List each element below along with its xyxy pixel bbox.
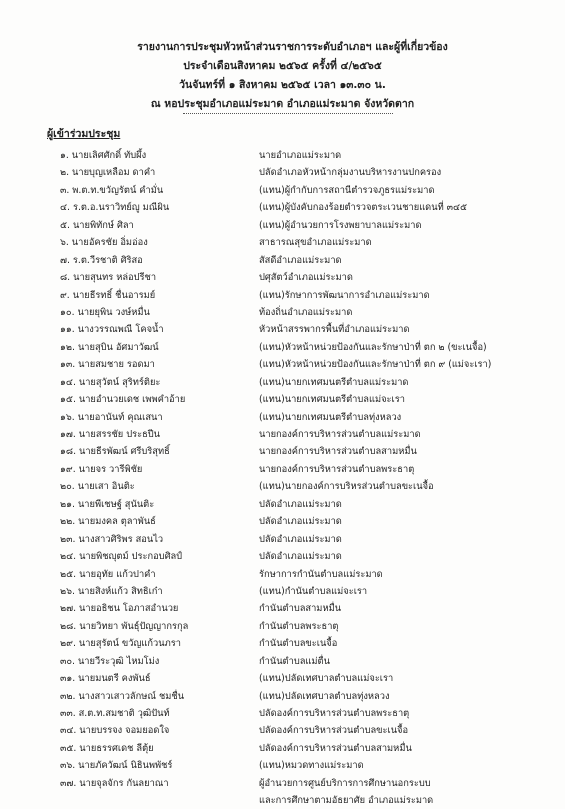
attendee-row bbox=[0, 548, 565, 565]
attendee-name: ๓๒. นางสาวเสาวลักษณ์ ชมชื่น bbox=[60, 690, 185, 702]
attendee-position: ปศุสัตว์อำเภอแม่ระมาด bbox=[259, 272, 353, 284]
meeting-venue-line: ณ หอประชุมอำเภอแม่ระมาด อำเภอแม่ระมาด จังหวัดตาก bbox=[150, 98, 415, 110]
attendee-name: ๒๕. นายอุทัย แก้วปาคำ bbox=[60, 568, 156, 580]
attendee-row bbox=[0, 234, 565, 251]
attendee-row bbox=[0, 217, 565, 234]
attendee-row bbox=[0, 409, 565, 426]
attendee-name: ๒๗. นายอธิชน โอภาสอำนวย bbox=[60, 603, 179, 615]
attendee-position: ปลัดองค์การบริหารส่วนตำบลสามหมื่น bbox=[259, 742, 412, 754]
attendee-row bbox=[0, 443, 565, 460]
attendee-row bbox=[0, 321, 565, 338]
attendee-row bbox=[0, 566, 565, 583]
attendee-position: ปลัดองค์การบริหารส่วนตำบลพระธาตุ bbox=[259, 708, 410, 719]
attendee-position: ท้องถิ่นอำเภอแม่ระมาด bbox=[259, 306, 353, 318]
attendee-list bbox=[0, 147, 565, 806]
attendee-position: สาธารณสุขอำเภอแม่ระมาด bbox=[259, 237, 372, 249]
attendee-position: (แทน)ผู้กำกับการสถานีตำรวจภูธรแม่ระมาด bbox=[259, 184, 435, 196]
header-divider bbox=[183, 113, 393, 114]
attendee-position-continued: และการศึกษาตามอัธยาศัย อำเภอแม่ระมาด bbox=[259, 794, 434, 806]
meeting-month-line: ประจำเดือนสิงหาคม ๒๕๖๕ ครั้งที่ ๔/๒๕๖๕ bbox=[183, 60, 382, 72]
attendee-row bbox=[0, 304, 565, 321]
attendee-position: ปลัดอำเภอหัวหน้ากลุ่มงานบริหารงานปกครอง bbox=[259, 167, 442, 179]
attendee-name: ๑๖. นายอานันท์ คุณเสนา bbox=[60, 411, 163, 423]
attendee-position: กำนันตำบลพระธาตุ bbox=[259, 620, 339, 632]
attendee-name: ๒๙. นายสุรัตน์ ขวัญแก้วนภรา bbox=[60, 638, 181, 650]
attendee-row bbox=[0, 775, 565, 806]
attendee-position: (แทน)ปลัดเทศบาลตำบลทุ่งหลวง bbox=[259, 690, 390, 702]
attendee-name: ๖. นายอัครชัย อิ่มอ่อง bbox=[60, 237, 148, 249]
attendee-position: ปลัดอำเภอแม่ระมาด bbox=[259, 498, 342, 510]
attendee-row bbox=[0, 583, 565, 600]
attendee-position: (แทน)นายกเทศมนตรีตำบลแม่จะเรา bbox=[259, 394, 405, 406]
attendee-name: ๒๐. นายเสา อินติะ bbox=[60, 481, 135, 493]
attendee-position: (แทน)ผู้บังคับกองร้อยตำรวจตระเวนชายแดนที่ ๓๔๕ bbox=[259, 202, 468, 214]
attendee-row bbox=[0, 635, 565, 652]
attendee-row bbox=[0, 287, 565, 304]
attendee-row bbox=[0, 391, 565, 408]
attendee-name: ๒๔. นายพิชญุตม์ ประกอบศิลป์ bbox=[60, 551, 183, 563]
attendee-position: ปลัดอำเภอแม่ระมาด bbox=[259, 551, 342, 563]
attendee-name: ๓๓. ส.ต.ท.สมชาติ วุฒิปันท์ bbox=[60, 708, 170, 719]
attendee-row bbox=[0, 374, 565, 391]
attendee-position: (แทน)หัวหน้าหน่วยป้องกันและรักษาป่าที่ ตก ๙ (แม่จะเรา) bbox=[259, 359, 492, 371]
attendee-position: (แทน)นายกเทศมนตรีตำบลทุ่งหลวง bbox=[259, 411, 402, 423]
attendee-row bbox=[0, 252, 565, 269]
attendee-position: รักษาการกำนันตำบลแม่ระมาด bbox=[259, 568, 383, 580]
attendee-position: ปลัดองค์การบริหารส่วนตำบลขะเนจื้อ bbox=[259, 725, 409, 737]
attendee-row bbox=[0, 339, 565, 356]
attendee-row bbox=[0, 722, 565, 739]
attendee-position: นายกองค์การบริหารส่วนตำบลสามหมื่น bbox=[259, 446, 417, 458]
attendee-name: ๑๐. นายยุพิน วงษ์หมื่น bbox=[60, 306, 150, 318]
attendee-row bbox=[0, 478, 565, 495]
attendee-name: ๓๗. นายจุลจักร กันลยาณา bbox=[60, 777, 169, 789]
attendee-name: ๓๔. นายบรรจง จอมยอดใจ bbox=[60, 725, 170, 737]
attendee-position: หัวหน้าสรรพากรพื้นที่อำเภอแม่ระมาด bbox=[259, 324, 410, 336]
attendee-row bbox=[0, 757, 565, 774]
attendee-position: (แทน)ปลัดเทศบาลตำบลแม่จะเรา bbox=[259, 673, 394, 685]
attendee-position: กำนันตำบลขะเนจื้อ bbox=[259, 638, 338, 650]
attendee-row bbox=[0, 670, 565, 687]
attendee-position: ผู้อำนวยการศูนย์บริการการศึกษานอกระบบ bbox=[259, 777, 431, 789]
attendee-name: ๘. นายสุนทร หล่อปรีชา bbox=[60, 272, 157, 284]
attendee-row bbox=[0, 461, 565, 478]
attendee-position: (แทน)นายกเทศมนตรีตำบลแม่ระมาด bbox=[259, 376, 409, 388]
attendee-row bbox=[0, 426, 565, 443]
attendee-name: ๑. นายเลิศศักดิ์ ทับผึ้ง bbox=[60, 150, 147, 161]
attendee-name: ๑๘. นายธีรพัฒน์ ศรีบริสุทธิ์ bbox=[60, 446, 170, 458]
attendee-name: ๓๑. นายมนตรี คงพันธ์ bbox=[60, 673, 151, 685]
attendee-position: (แทน)รักษาการพัฒนาการอำเภอแม่ระมาด bbox=[259, 289, 430, 301]
attendee-position: สัสดีอำเภอแม่ระมาด bbox=[259, 254, 342, 266]
attendee-position: (แทน)หมวดทางแม่ระมาด bbox=[259, 760, 364, 772]
attendee-name: ๒๖. นายสิงห์แก้ว สิทธิเก๋า bbox=[60, 585, 163, 597]
attendee-row bbox=[0, 269, 565, 286]
attendee-name: ๒๑. นายพีเชษฐ์ สุนันติะ bbox=[60, 498, 155, 510]
attendee-position: (แทน)นายกองค์การบริหรส่วนตำบลขะเนจื้อ bbox=[259, 481, 434, 493]
attendee-name: ๓๐. นายวีระวุฒิ ไหมโม่ง bbox=[60, 655, 160, 667]
attendee-row bbox=[0, 199, 565, 216]
attendee-row bbox=[0, 653, 565, 670]
attendee-position: ปลัดอำเภอแม่ระมาด bbox=[259, 516, 342, 528]
attendee-position: นายกองค์การบริหารส่วนตำบลแม่ระมาด bbox=[259, 429, 421, 440]
attendee-position: กำนันตำบลสามหมื่น bbox=[259, 603, 342, 615]
attendee-row bbox=[0, 705, 565, 722]
attendee-name: ๑๑. นางวรรณพณี โคจน้ำ bbox=[60, 324, 164, 336]
attendee-name: ๑๒. นายสุบิน อัศมาวัฒน์ bbox=[60, 341, 159, 353]
attendee-name: ๗. ร.ต.วีรชาติ ศิริสอ bbox=[60, 254, 143, 266]
attendee-row bbox=[0, 513, 565, 530]
attendee-name: ๒. นายบุญเหลือม ดาคำ bbox=[60, 167, 156, 179]
attendee-position: (แทน)ผู้อำนวยการโรงพยาบาลแม่ระมาด bbox=[259, 219, 422, 231]
attendee-name: ๒๓. นางสาวศิริพร สอนไว bbox=[60, 533, 164, 545]
attendee-position: นายอำเภอแม่ระมาด bbox=[259, 150, 342, 161]
attendee-name: ๒๒. นายมงคล ตุลาพันธ์ bbox=[60, 516, 156, 528]
attendee-name: ๓๖. นายภัควัฒน์ นิธินพพัชร์ bbox=[60, 760, 173, 772]
attendee-row bbox=[0, 182, 565, 199]
attendee-name: ๑๕. นายอำนวยเดช เพพคำอ้าย bbox=[60, 394, 186, 406]
report-title: รายงานการประชุมหัวหน้าส่วนราชการระดับอำเภอฯ และผู้ที่เกี่ยวข้อง bbox=[137, 41, 448, 53]
attendee-row bbox=[0, 688, 565, 705]
attendee-row bbox=[0, 618, 565, 635]
attendee-name: ๑๙. นายจร วารีพิชัย bbox=[60, 463, 143, 475]
attendee-row bbox=[0, 496, 565, 513]
attendee-name: ๓. พ.ต.ท.ขวัญรัตน์ คำมั่น bbox=[60, 184, 164, 196]
attendee-name: ๕. นายพิทักษ์ ศิลา bbox=[60, 219, 134, 231]
attendee-position: ปลัดอำเภอแม่ระมาด bbox=[259, 533, 342, 545]
attendee-name: ๑๔. นายสุวัตน์ สุริทร์ติยะ bbox=[60, 376, 161, 388]
attendees-heading: ผู้เข้าร่วมประชุม bbox=[47, 128, 121, 140]
attendee-name: ๑๗. นายสรรชัย ประธปีน bbox=[60, 429, 161, 440]
attendee-name: ๙. นายธีรทธิ์ ชื่นอารมย์ bbox=[60, 289, 156, 301]
attendee-row bbox=[0, 356, 565, 373]
attendee-row bbox=[0, 740, 565, 757]
attendee-position: (แทน)หัวหน้าหน่วยป้องกันและรักษาป่าที่ ตก ๒ (ขะเนจื้อ) bbox=[259, 341, 487, 353]
attendee-position: กำนันตำบลแม่ตื่น bbox=[259, 655, 330, 667]
attendee-position: นายกองค์การบริหารส่วนตำบลพระธาตุ bbox=[259, 463, 415, 475]
document-header bbox=[0, 38, 565, 114]
attendee-row bbox=[0, 531, 565, 548]
attendee-name: ๑๓. นายสมชาย รอดมา bbox=[60, 359, 155, 371]
attendee-position: (แทน)กำนันตำบลแม่จะเรา bbox=[259, 585, 368, 597]
attendee-name: ๒๘. นายวิทยา พันธุ์ปัญญากรกุล bbox=[60, 620, 189, 632]
attendee-row bbox=[0, 600, 565, 617]
attendee-row bbox=[0, 147, 565, 164]
meeting-date-line: วันจันทร์ที่ ๑ สิงหาคม ๒๕๖๕ เวลา ๑๓.๓๐ น. bbox=[179, 79, 386, 91]
attendee-name: ๔. ร.ต.อ.นราวิทย์ญู มณีผิน bbox=[60, 202, 170, 214]
attendee-row bbox=[0, 164, 565, 181]
attendee-name: ๓๕. นายธรรศเดช ลีตุ้ย bbox=[60, 742, 154, 754]
